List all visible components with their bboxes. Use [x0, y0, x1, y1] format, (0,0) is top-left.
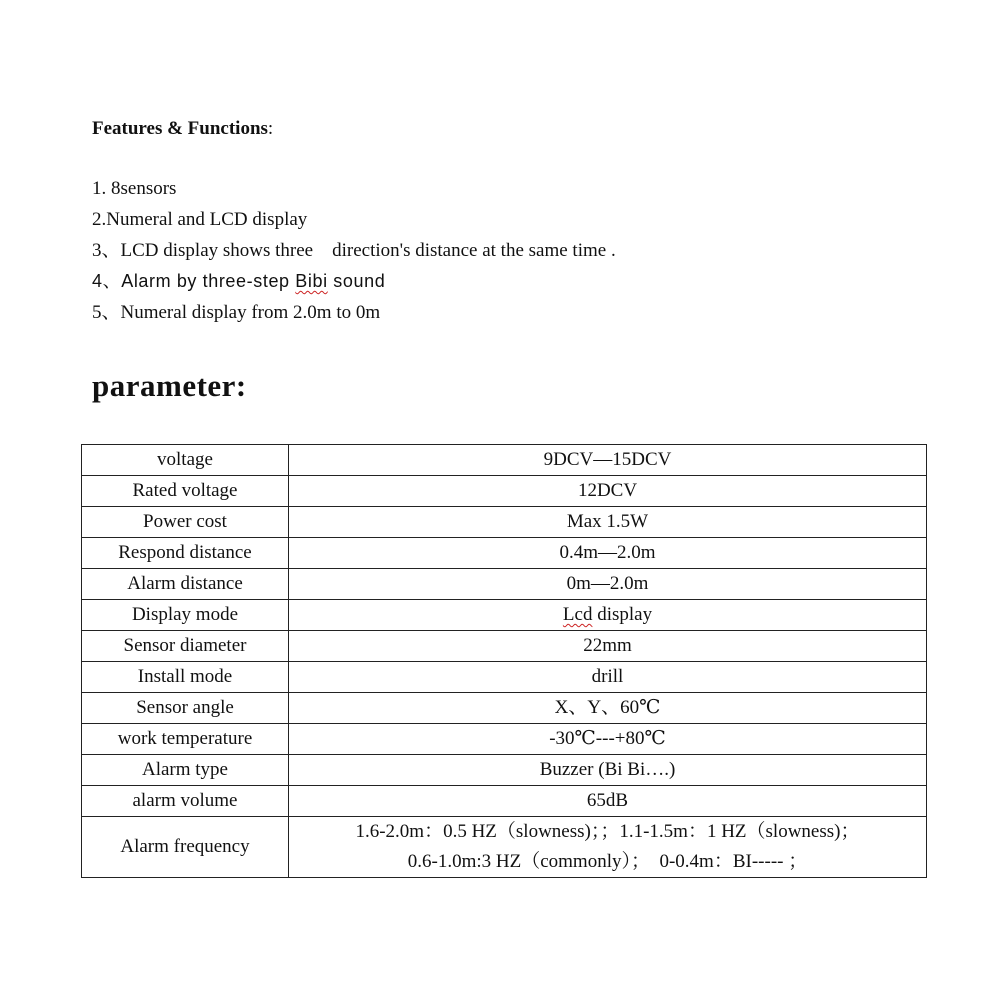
feature-item-1: 1. 8sensors [92, 178, 177, 199]
param-label: Sensor diameter [82, 631, 289, 662]
table-row [82, 476, 927, 507]
param-label: Alarm type [82, 755, 289, 786]
feature-item-3: 3、LCD display shows three direction's distance at the same time . [92, 240, 616, 261]
table-row [82, 693, 927, 724]
param-label: voltage [82, 445, 289, 476]
param-value: 65dB [289, 786, 927, 817]
param-value-line-1: 1.6-2.0m：0.5 HZ（slowness)；；1.1-1.5m：1 HZ（slowness)； [355, 821, 860, 842]
feature-item-4 [92, 266, 616, 297]
param-value: drill [289, 662, 927, 693]
param-label: Alarm distance [82, 569, 289, 600]
param-value: 0.4m—2.0m [289, 538, 927, 569]
table-row [82, 724, 927, 755]
table-row [82, 445, 927, 476]
param-label: Rated voltage [82, 476, 289, 507]
parameter-heading: parameter: [92, 368, 247, 403]
table-row [82, 755, 927, 786]
param-value-highlight: Lcd [562, 604, 593, 625]
param-value [289, 817, 927, 878]
param-label: Display mode [82, 600, 289, 631]
table-row [82, 631, 927, 662]
table-row [82, 538, 927, 569]
param-label: Power cost [82, 507, 289, 538]
param-value: 0m—2.0m [289, 569, 927, 600]
param-value: Max 1.5W [289, 507, 927, 538]
features-heading-colon: : [267, 118, 274, 139]
param-value: -30℃---+80℃ [289, 724, 927, 755]
table-row [82, 662, 927, 693]
parameter-table [81, 444, 927, 878]
param-value-line-2: 0.6-1.0m:3 HZ（commonly）； 0-0.4m：BI----- ； [407, 851, 808, 872]
table-row [82, 786, 927, 817]
feature-item-5: 5、Numeral display from 2.0m to 0m [92, 302, 381, 323]
param-value: Buzzer (Bi Bi….) [289, 755, 927, 786]
table-row [82, 569, 927, 600]
param-label: Alarm frequency [82, 817, 289, 878]
table-row [82, 600, 927, 631]
param-label: work temperature [82, 724, 289, 755]
feature-item-4-prefix: 4、Alarm by three-step [92, 271, 296, 291]
param-label: alarm volume [82, 786, 289, 817]
param-label: Sensor angle [82, 693, 289, 724]
table-row [82, 817, 927, 878]
param-value: 9DCV—15DCV [289, 445, 927, 476]
features-heading [92, 116, 273, 142]
param-value: 12DCV [289, 476, 927, 507]
features-heading-text: Features & Functions [92, 118, 268, 139]
param-value: X、Y、60℃ [289, 693, 927, 724]
feature-item-2: 2.Numeral and LCD display [92, 209, 308, 230]
table-row [82, 507, 927, 538]
param-value: 22mm [289, 631, 927, 662]
feature-item-4-suffix: sound [327, 271, 386, 291]
param-label: Respond distance [82, 538, 289, 569]
param-value [289, 600, 927, 631]
param-label: Install mode [82, 662, 289, 693]
feature-item-4-highlight: Bibi [295, 271, 328, 291]
param-value-rest: display [592, 604, 653, 625]
features-list [92, 173, 616, 328]
